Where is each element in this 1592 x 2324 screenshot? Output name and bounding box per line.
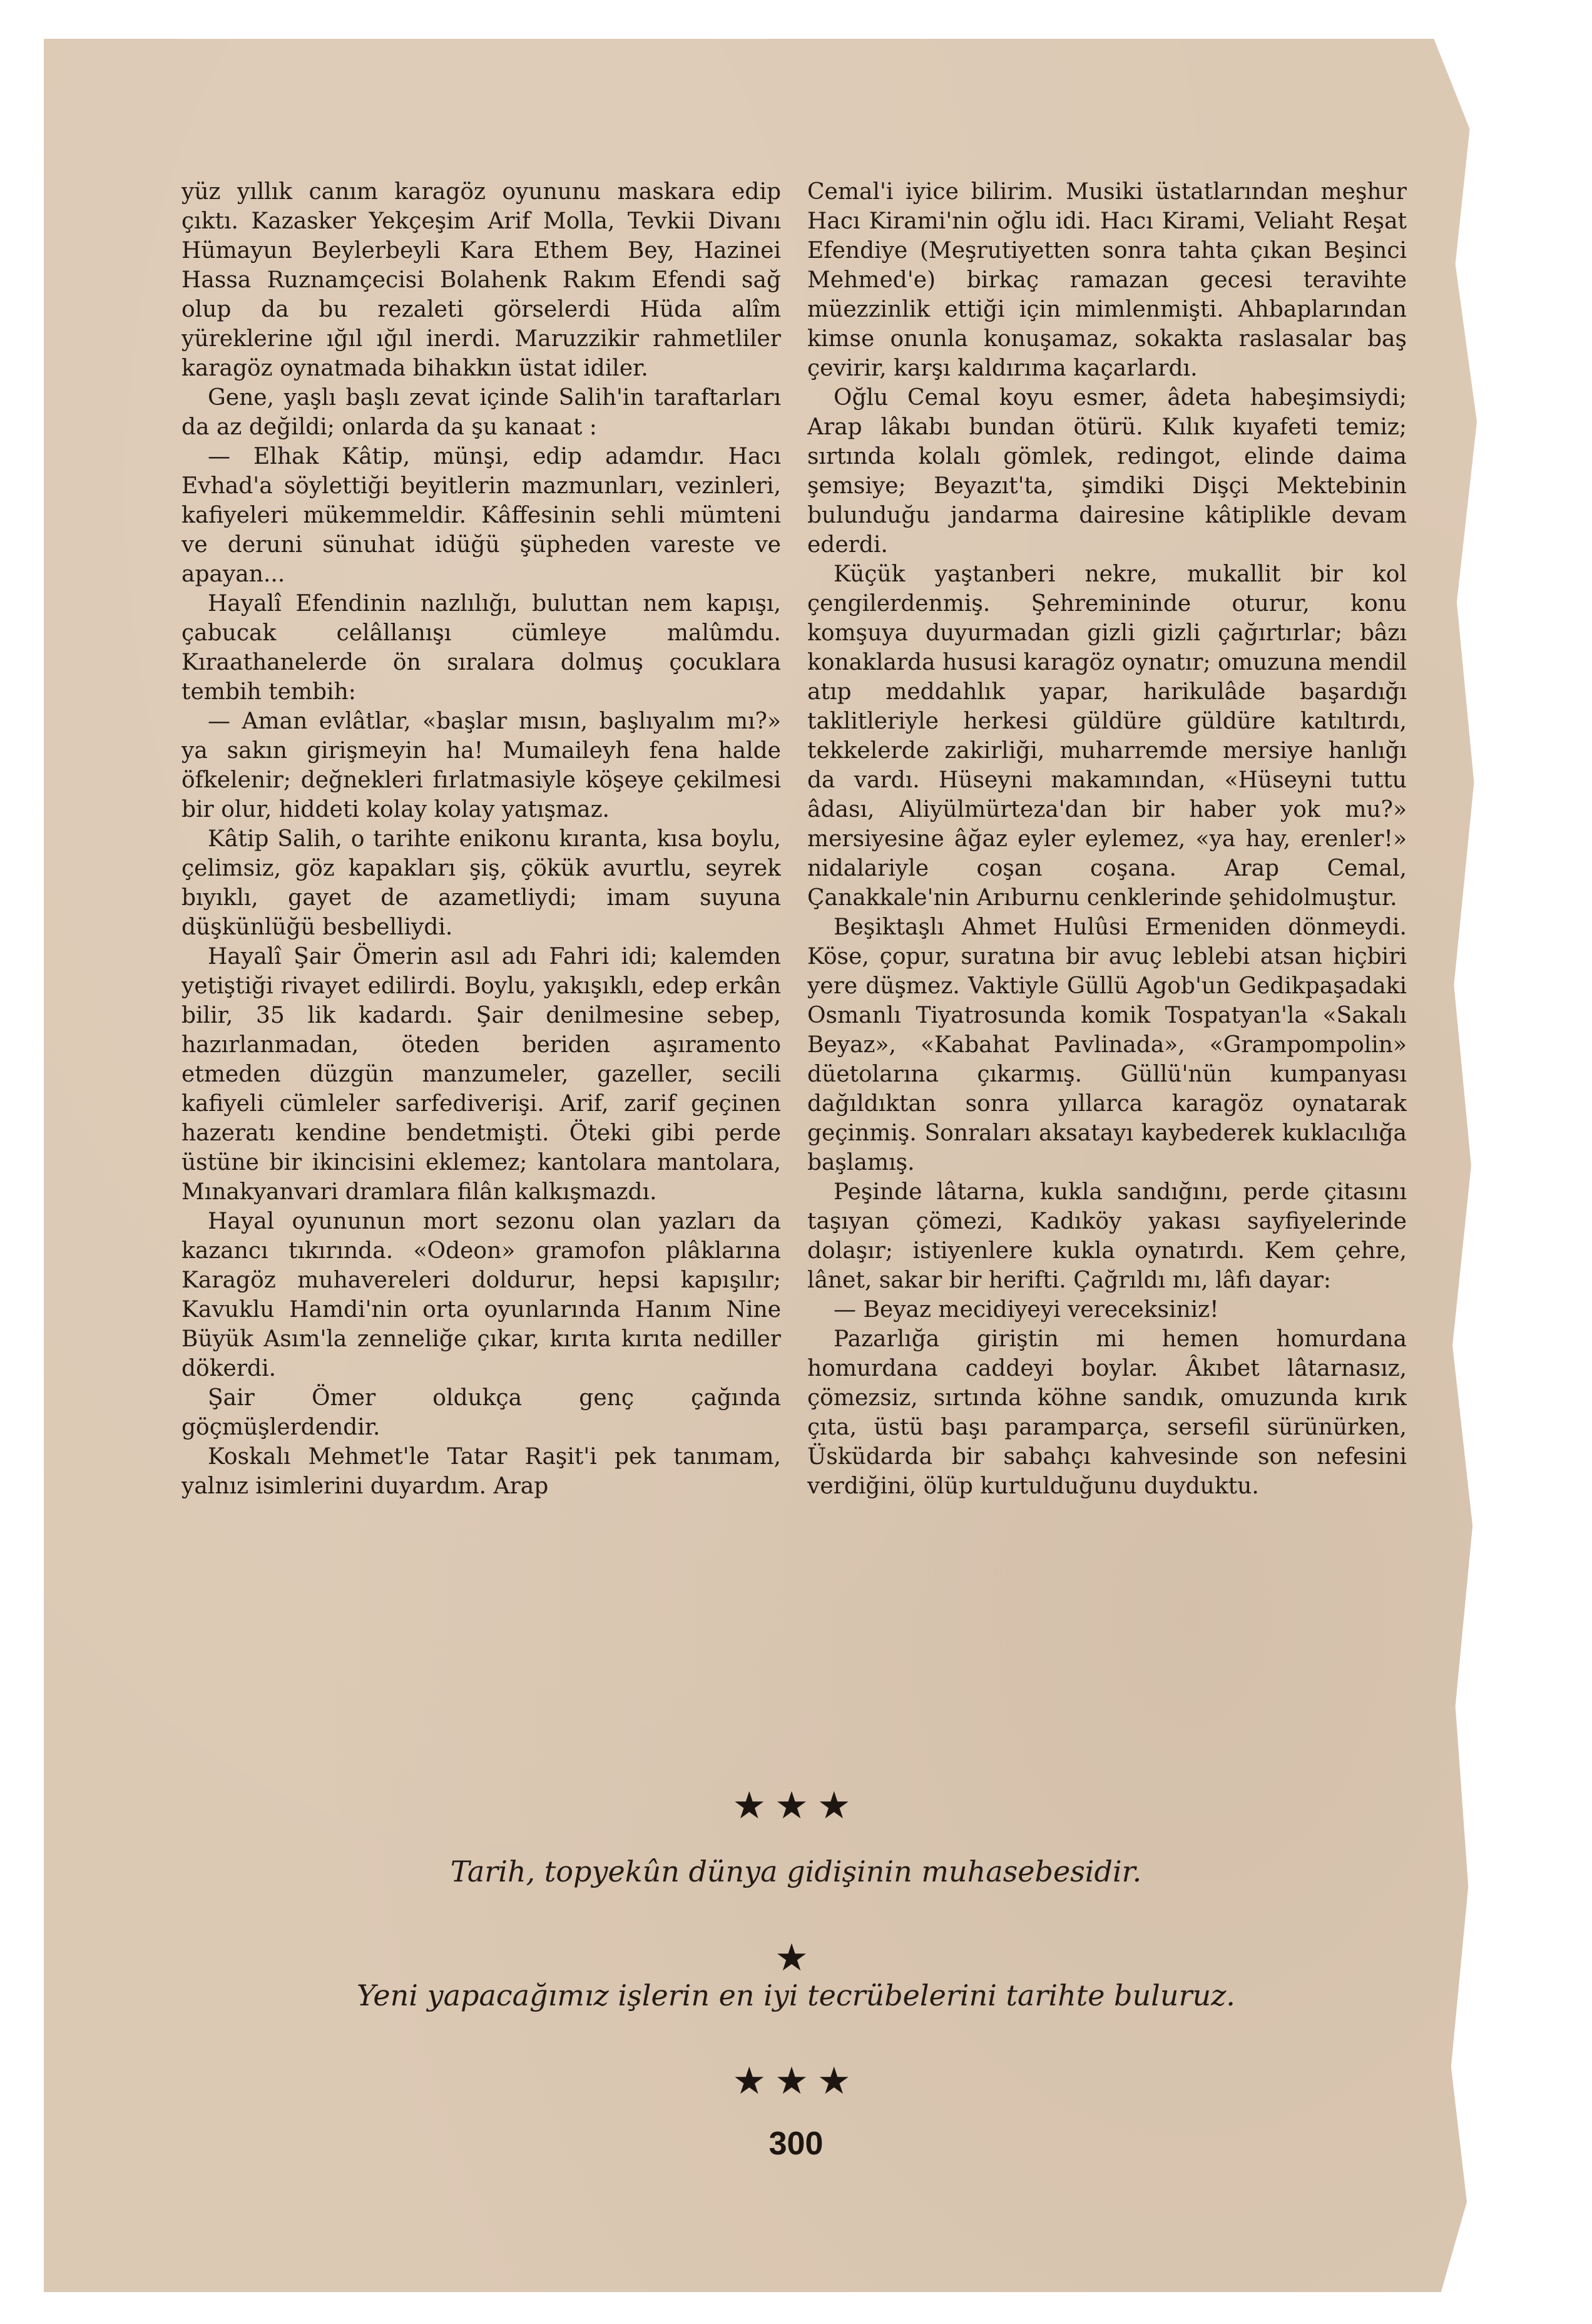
right-text-column	[807, 177, 1407, 1767]
paragraph: Oğlu Cemal koyu esmer, âdeta habeşimsiydi; Arap lâkabı bundan ötürü. Kılık kıyafeti temiz; sırtında kolalı gömlek, redingot, elinde daima şemsiye; Beyazıt'ta, şimdiki Dişçi Mektebinin bulunduğu jandarma dairesine kâtiplikle devam ederdi.	[807, 385, 1407, 558]
paragraph: Beşiktaşlı Ahmet Hulûsi Ermeniden dönmeydi. Köse, çopur, suratına bir avuç leblebi atsan hiçbiri yere düşmez. Vaktiyle Güllü Agob'un Gedikpaşadaki Osmanlı Tiyatrosunda komik Tospatyan'la «Sakalı Beyaz», «Kabahat Pavlinada», «Grampompolin» düetolarına çıkarmış. Güllü'nün kumpanyası dağıldıktan sonra yıllarca karagöz oynatarak geçinmiş. Sonraları aksatayı kaybederek kuklacılığa başlamış.	[807, 914, 1407, 1175]
paragraph: Hayalî Efendinin nazlılığı, buluttan nem kapışı, çabucak celâllanışı cümleye malûmdu. Kıraathanelerde ön sıralara dolmuş çocuklara tembih tembih:	[181, 591, 781, 705]
paragraph: Hayal oyununun mort sezonu olan yazları da kazancı tıkırında. «Odeon» gramofon plâklarına Karagöz muhavereleri doldurur, hepsi kapışılır; Kavuklu Hamdi'nin orta oyunlarında Hanım Nine Büyük Asım'la zenneliğe çıkar, kırıta kırıta nediller dökerdi.	[181, 1209, 781, 1381]
paragraph: Koskalı Mehmet'le Tatar Raşit'i pek tanımam, yalnız isimlerini duyardım. Arap	[181, 1444, 781, 1499]
paragraph: Pazarlığa giriştin mi hemen homurdana homurdana caddeyi boylar. Âkıbet lâtarnasız, çömezsiz, sırtında köhne sandık, omuzunda kırık çıta, üstü başı paramparça, sersefil sürünürken, Üsküdarda bir sabahçı kahvesinde son nefesini verdiğini, ölüp kurtulduğunu duyduktu.	[807, 1326, 1407, 1499]
paragraph: Cemal'i iyice bilirim. Musiki üstatlarından meşhur Hacı Kirami'nin oğlu idi. Hacı Kirami, Veliaht Reşat Efendiye (Meşrutiyetten sonra tahta çıkan Beşinci Mehmed'e) birkaç ramazan gecesi teravihte müezzinlik ettiği için mimlenmişti. Ahbaplarından kimse onunla konuşamaz, sokakta raslasalar baş çevirir, karşı kaldırıma kaçarlardı.	[807, 179, 1407, 381]
history-quote-2: Yeni yapacağımız işlerin en iyi tecrübelerini tarihte buluruz.	[357, 1978, 1235, 2012]
paragraph: yüz yıllık canım karagöz oyununu maskara edip çıktı. Kazasker Yekçeşim Arif Molla, Tevkii Divanı Hümayun Beylerbeyli Kara Ethem Bey, Hazinei Hassa Ruznamçecisi Bolahenk Rakım Efendi sağ olup da bu rezaleti görselerdi Hüda alîm yüreklerine ığıl ığıl inerdi. Maruzzikir rahmetliler karagöz oynatmada bihakkın üstat idiler.	[181, 179, 781, 381]
stars-divider-bottom: ★★★	[732, 2059, 860, 2103]
paragraph: — Elhak Kâtip, münşi, edip adamdır. Hacı Evhad'a söylettiği beyitlerin mazmunları, vezinleri, kafiyeleri mükemmeldir. Kâffesinin sehli mümteni ve deruni sünuhat idüğü şüpheden vareste ve apayan...	[181, 444, 781, 587]
left-text-column	[181, 177, 781, 1767]
paragraph: Gene, yaşlı başlı zevat içinde Salih'in taraftarları da az değildi; onlarda da şu kanaat :	[181, 385, 781, 440]
paragraph: Küçük yaştanberi nekre, mukallit bir kol çengilerdenmiş. Şehremininde oturur, konu komşuya duyurmadan gizli gizli çağırtırlar; bâzı konaklarda hususi karagöz oynatır; omuzuna mendil atıp meddahlık yapar, harikulâde başardığı taklitleriyle herkesi güldüre güldüre katıltırdı, tekkelerde zakirliği, muharremde mersiye hanlığı da vardı. Hüseyni makamından, «Hüseyni tuttu âdası, Aliyülmürteza'dan bir haber yok mu?» mersiyesine âğaz eyler eylemez, «ya hay, erenler!» nidalariyle coşan coşana. Arap Cemal, Çanakkale'nin Arıburnu cenklerinde şehidolmuştur.	[807, 561, 1407, 911]
paragraph: — Beyaz mecidiyeyi vereceksiniz!	[834, 1297, 1219, 1323]
stars-divider-top: ★★★	[732, 1784, 860, 1828]
paragraph: — Aman evlâtlar, «başlar mısın, başlıyalım mı?» ya sakın girişmeyin ha! Mumaileyh fena halde öfkelenir; değnekleri fırlatmasiyle köşeye çekilmesi bir olur, hiddeti kolay kolay yatışmaz.	[181, 709, 781, 822]
paragraph: Kâtip Salih, o tarihte enikonu kıranta, kısa boylu, çelimsiz, göz kapakları şiş, çökük avurtlu, seyrek bıyıklı, gayet de azametliydi; imam suyuna düşkünlüğü besbelliydi.	[181, 826, 781, 940]
paragraph: Şair Ömer oldukça genç çağında göçmüşlerdendir.	[181, 1385, 781, 1440]
paragraph: Peşinde lâtarna, kukla sandığını, perde çitasını taşıyan çömezi, Kadıköy yakası sayfiyelerinde dolaşır; istiyenlere kukla oynatırdı. Kem çehre, lânet, sakar bir herifti. Çağrıldı mı, lâfı dayar:	[807, 1179, 1407, 1293]
star-divider-middle: ★	[775, 1936, 817, 1980]
page-number: 300	[768, 2126, 824, 2162]
history-quote-1: Tarih, topyekûn dünya gidişinin muhasebesidir.	[450, 1855, 1142, 1888]
paragraph: Hayalî Şair Ömerin asıl adı Fahri idi; kalemden yetiştiği rivayet edilirdi. Boylu, yakışıklı, edep erkân bilir, 35 lik kadardı. Şair denilmesine sebep, hazırlanmadan, öteden beriden aşıramento etmeden düzgün manzumeler, gazeller, secili kafiyeli cümleler sarfediverişi. Arif, zarif geçinen hazeratı kendine bendetmişti. Öteki gibi perde üstüne bir ikincisini eklemez; kantolara mantolara, Mınakyanvari dramlara filân kalkışmazdı.	[181, 944, 781, 1205]
